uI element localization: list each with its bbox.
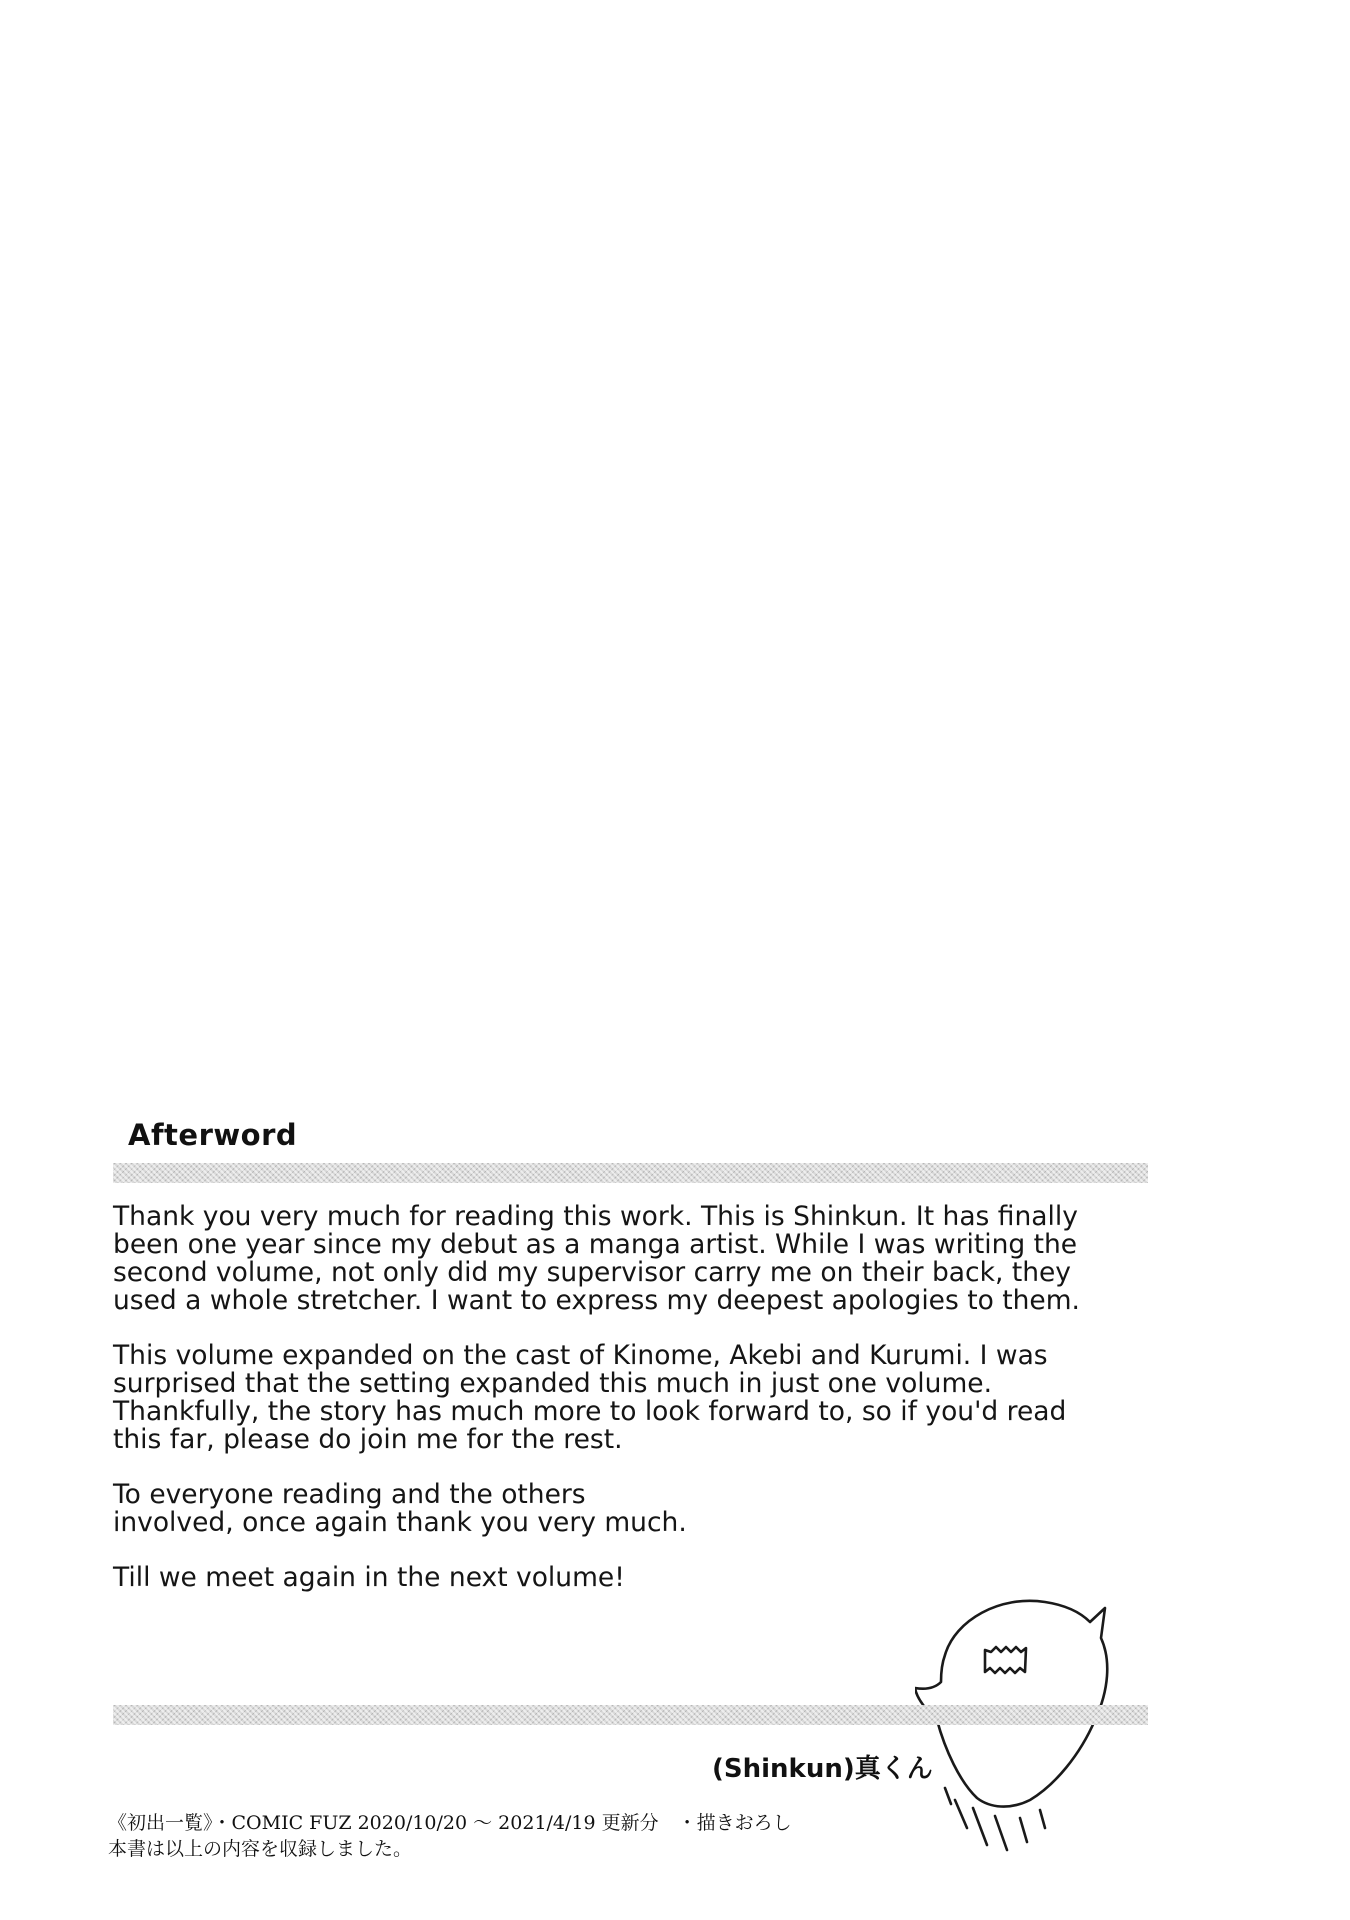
afterword-heading: Afterword [128,1118,298,1152]
bottom-divider [113,1705,1148,1725]
text-line: Till we meet again in the next volume! [113,1562,625,1593]
text-line: surprised that the setting expanded this much in just one volume. [113,1368,992,1399]
text-line: involved, once again thank you very much. [113,1507,687,1538]
text-line: this far, please do join me for the rest. [113,1424,623,1455]
text-line: Thank you very much for reading this work. This is Shinkun. It has finally [113,1201,1078,1232]
credits-line-2: 本書は以上の内容を収録しました。 [108,1838,413,1860]
text-line: used a whole stretcher. I want to express my deepest apologies to them. [113,1285,1080,1316]
text-line: second volume, not only did my supervisor carry me on their back, they [113,1257,1071,1288]
text-line: To everyone reading and the others [113,1479,586,1510]
text-line: Thankfully, the story has much more to look forward to, so if you'd read [113,1396,1067,1427]
top-divider [113,1163,1148,1183]
paragraph-3 [113,1481,1123,1537]
text-line: been one year since my debut as a manga artist. While I was writing the [113,1229,1078,1260]
publication-credits [108,1810,792,1862]
credits-line-1: 《初出一覧》・COMIC FUZ 2020/10/20 ～ 2021/4/19 更新分 ・描きおろし [108,1812,792,1834]
text-line: This volume expanded on the cast of Kinome, Akebi and Kurumi. I was [113,1340,1048,1371]
paragraph-2 [113,1342,1123,1454]
afterword-body [113,1203,1123,1619]
paragraph-1 [113,1203,1123,1315]
author-signature: (Shinkun)真くん [712,1754,933,1784]
